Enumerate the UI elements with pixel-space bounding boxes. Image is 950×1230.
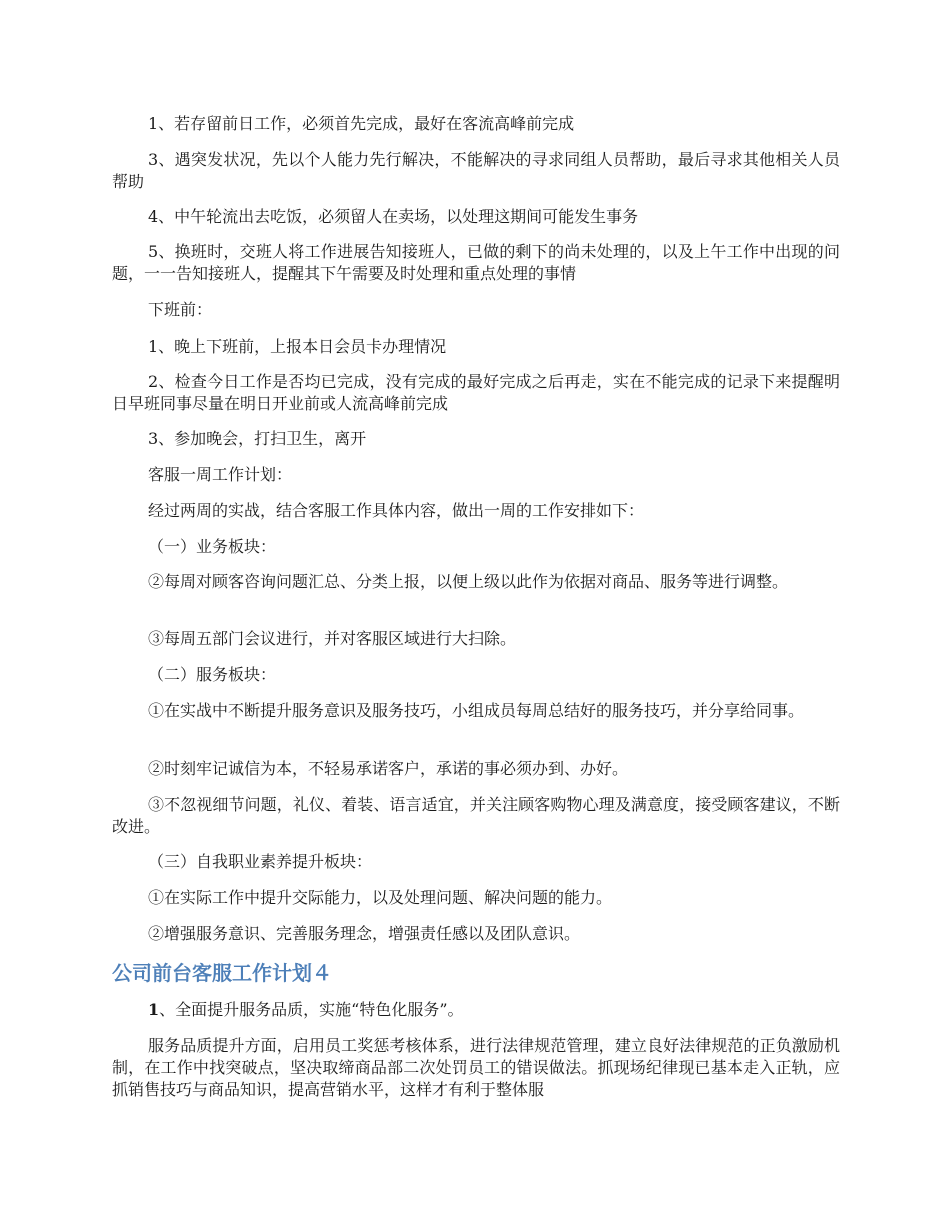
paragraph: 3、遇突发状况，先以个人能力先行解决，不能解决的寻求同组人员帮助，最后寻求其他相关人员帮助 (112, 150, 840, 191)
paragraph: 服务品质提升方面，启用员工奖惩考核体系，进行法律规范管理，建立良好法律规范的正负激励机制，在工作中找突破点，坚决取缔商品部二次处罚员工的错误做法。抓现场纪律现已基本走入正轨，应抓销售技巧与商品知识，提高营销水平，这样才有利于整体服 (112, 1036, 840, 1099)
subheading: （二）服务板块： (148, 665, 277, 684)
paragraph: ③不忽视细节问题，礼仪、着装、语言适宜，并关注顾客购物心理及满意度，接受顾客建议，不断改进。 (112, 795, 840, 836)
paragraph: 1、若存留前日工作，必须首先完成，最好在客流高峰前完成 (148, 114, 575, 133)
subheading: （一）业务板块： (148, 537, 277, 556)
paragraph: 经过两周的实战，结合客服工作具体内容，做出一周的工作安排如下： (148, 501, 645, 520)
subheading: 客服一周工作计划： (148, 465, 293, 484)
paragraph: ②增强服务意识、完善服务理念，增强责任感以及团队意识。 (148, 924, 581, 943)
paragraph: 2、检查今日工作是否均已完成，没有完成的最好完成之后再走，实在不能完成的记录下来提醒明日早班同事尽量在明日开业前或人流高峰前完成 (112, 372, 840, 413)
paragraph: ③每周五部门会议进行，并对客服区域进行大扫除。 (148, 629, 517, 648)
paragraph: ②每周对顾客咨询问题汇总、分类上报，以便上级以此作为依据对商品、服务等进行调整。 (148, 572, 789, 591)
section-heading: 公司前台客服工作计划４ (112, 961, 332, 985)
paragraph: 1、晚上下班前，上报本日会员卡办理情况 (148, 337, 447, 356)
paragraph: ①在实战中不断提升服务意识及服务技巧，小组成员每周总结好的服务技巧，并分享给同事。 (148, 701, 805, 720)
item-text: 、全面提升服务品质，实施“特色化服务”。 (159, 1000, 464, 1019)
paragraph: 3、参加晚会，打扫卫生，离开 (148, 429, 367, 448)
paragraph: 4、中午轮流出去吃饭，必须留人在卖场，以处理这期间可能发生事务 (148, 207, 639, 226)
paragraph: ②时刻牢记诚信为本，不轻易承诺客户，承诺的事必须办到、办好。 (148, 759, 629, 778)
item-number: 1 (148, 1000, 160, 1019)
paragraph (112, 999, 840, 1021)
paragraph: 5、换班时，交班人将工作进展告知接班人，已做的剩下的尚未处理的，以及上午工作中出现的问题，一一告知接班人，提醒其下午需要及时处理和重点处理的事情 (112, 242, 840, 283)
paragraph: ①在实际工作中提升交际能力，以及处理问题、解决问题的能力。 (148, 888, 613, 907)
subheading: 下班前： (148, 300, 213, 319)
subheading: （三）自我职业素养提升板块： (148, 852, 373, 871)
